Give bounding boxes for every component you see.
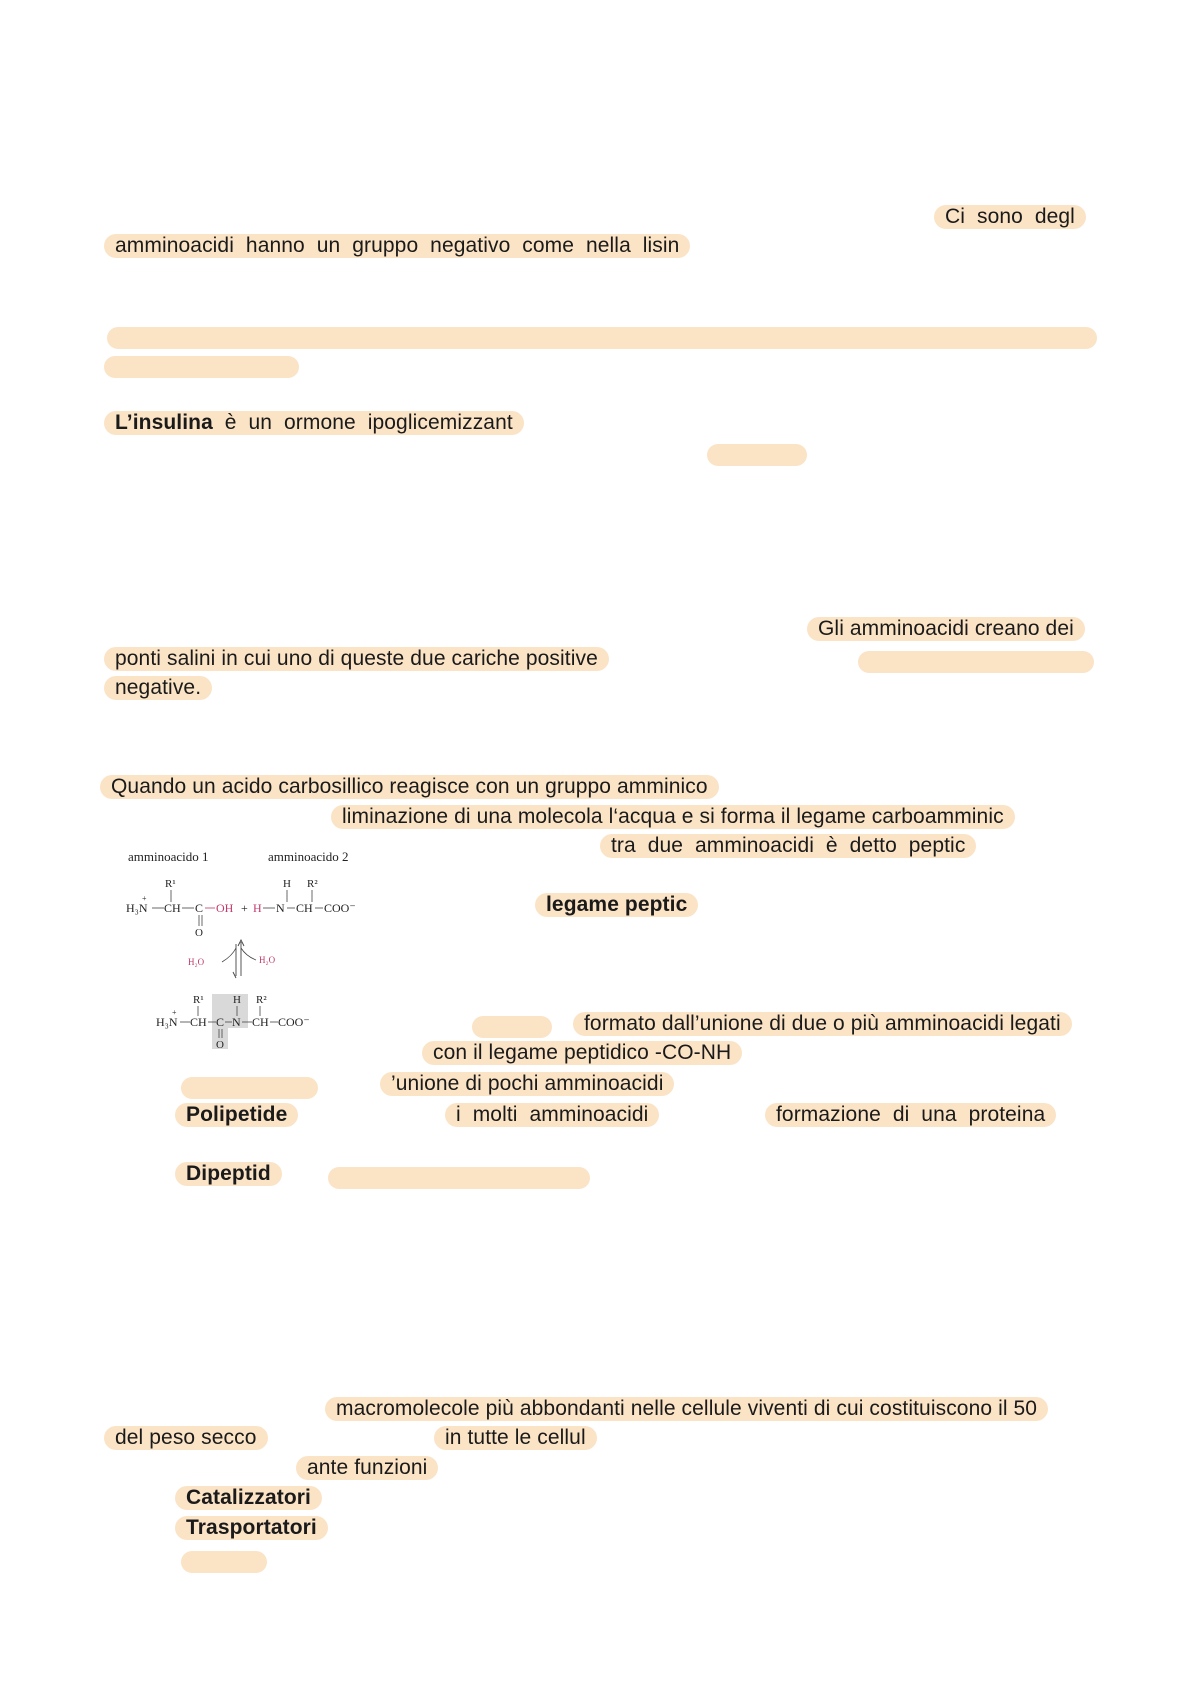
text-line: Ci sono degl [934,205,1086,229]
bold-term: L’insulina [115,411,213,434]
redacted-block [328,1167,590,1189]
diagram-label-amminoacido-2: amminoacido 2 [268,849,349,864]
term-highlight: Polipetide [175,1103,298,1127]
ch-group: CH [296,901,313,915]
redacted-block [181,1077,318,1099]
term-highlight: Dipeptid [175,1162,282,1186]
water-out-label: H₂O [188,957,205,967]
term-highlight: legame peptic [535,893,698,917]
text-line: del peso secco [104,1426,268,1450]
redacted-block [707,444,807,466]
text-line: formazione di una proteina [765,1103,1056,1127]
redacted-block [858,651,1094,673]
diagram-label-amminoacido-1: amminoacido 1 [128,849,209,864]
h-label: H [283,878,291,890]
o-atom: O [216,1039,224,1051]
list-item: Catalizzatori [175,1486,322,1510]
text-line [104,411,524,435]
r2-label: R² [256,994,267,1006]
coo-group: COO⁻ [324,901,356,915]
text-line: con il legame peptidico -CO-NH [422,1041,742,1065]
c-atom: C [216,1015,225,1029]
text-line: ponti salini in cui uno di queste due cariche positive [104,647,609,671]
r2-label: R² [307,878,318,890]
text-line: amminoacidi hanno un gruppo negativo come nella lisin [104,234,690,258]
text-line: Quando un acido carbosillico reagisce con un gruppo amminico [100,775,719,799]
plus-charge: + [172,1008,177,1017]
h3n-group: H₃N [126,901,148,915]
h3n-group: H₃N [156,1015,178,1029]
c-atom: C [195,901,204,915]
h-label: H [233,994,241,1006]
r1-label: R¹ [165,878,176,890]
text-line: ante funzioni [296,1456,438,1480]
text-line: Gli amminoacidi creano dei [807,617,1085,641]
text-line: macromolecole più abbondanti nelle cellule viventi di cui costituiscono il 50 [325,1397,1048,1421]
o-atom: O [195,927,203,939]
redacted-block [104,356,299,378]
text-line: ’unione di pochi amminoacidi [380,1072,674,1096]
coo-group: COO⁻ [278,1015,310,1029]
water-in-label: H₂O [259,955,276,965]
n-atom: N [276,901,285,915]
r1-label: R¹ [193,994,204,1006]
text-line: negative. [104,676,212,700]
plus-charge: + [142,894,147,903]
text-line: tra due amminoacidi è detto peptic [600,834,976,858]
text-line: formato dall’unione di due o più amminoacidi legati [573,1012,1072,1036]
text-span: è un ormone ipoglicemizzant [212,411,513,434]
text-line: in tutte le cellul [434,1426,597,1450]
ch-group: CH [252,1015,269,1029]
text-line: liminazione di una molecola l‘acqua e si forma il legame carboamminic [331,805,1015,829]
h-atom: H [253,901,262,915]
n-atom: N [232,1015,241,1029]
ch-group: CH [190,1015,207,1029]
text-line: i molti amminoacidi [445,1103,659,1127]
redacted-block [472,1016,552,1038]
oh-group: OH [216,901,234,915]
plus-sign: + [241,901,248,915]
peptide-bond-diagram [118,838,378,1058]
ch-group: CH [164,901,181,915]
redacted-block [181,1551,267,1573]
list-item: Trasportatori [175,1516,328,1540]
redacted-block [107,327,1097,349]
